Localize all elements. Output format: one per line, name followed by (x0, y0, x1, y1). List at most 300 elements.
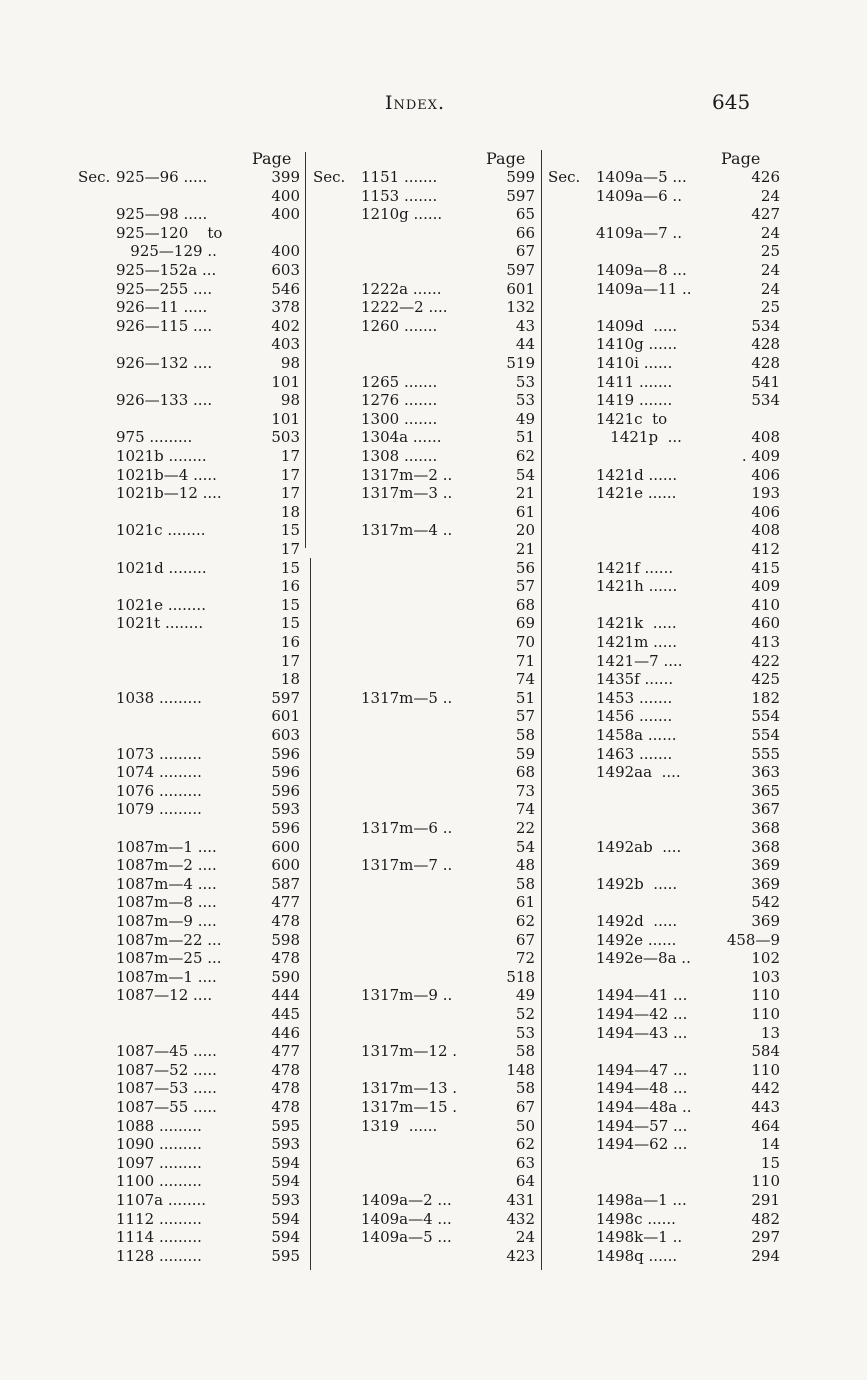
page-reference: 24 (760, 261, 780, 279)
page-reference: 554 (751, 707, 780, 726)
page-reference: 48 (515, 856, 535, 875)
index-row (313, 1210, 535, 1229)
section-number: 1317m—9 .. (361, 986, 453, 1005)
index-row (78, 707, 300, 726)
page-reference: 15 (280, 558, 300, 577)
index-row (548, 205, 780, 224)
index-row (78, 1210, 300, 1229)
page-reference: 110 (751, 1172, 780, 1191)
page-reference: 98 (280, 391, 300, 410)
page-reference: 597 (271, 688, 300, 707)
page-reference: 61 (515, 893, 535, 912)
page-reference: 62 (515, 912, 535, 930)
section-number: 1021c ........ (116, 521, 206, 540)
page-reference: 408 (751, 428, 780, 447)
section-number: 1492d ..... (596, 912, 678, 930)
index-row (548, 224, 780, 243)
page-reference: 596 (271, 819, 300, 837)
page-reference: 443 (751, 1098, 780, 1116)
page-reference: 400 (271, 242, 300, 261)
index-row (78, 1098, 300, 1117)
section-number: 1494—47 ... (596, 1060, 688, 1079)
index-row (548, 1079, 780, 1098)
page-reference: 18 (280, 502, 300, 521)
page-reference: 15 (280, 614, 300, 633)
page-reference: 363 (751, 763, 780, 782)
page-reference: 403 (271, 335, 300, 354)
index-row (313, 540, 535, 559)
section-number: 1079 ......... (116, 800, 202, 819)
page-reference: 68 (515, 763, 535, 782)
index-row (78, 763, 300, 782)
page-reference: 408 (751, 521, 780, 540)
index-row (313, 410, 535, 429)
page-reference: 16 (280, 577, 300, 596)
section-number: 1492e—8a .. (596, 949, 691, 968)
section-number: 1107a ........ (116, 1191, 207, 1209)
page-reference: 595 (271, 1246, 300, 1265)
index-row (548, 912, 780, 931)
index-row (78, 633, 300, 652)
page-reference: 478 (271, 1060, 300, 1079)
page-reference: 61 (515, 502, 535, 521)
index-row (548, 1228, 780, 1247)
index-row (78, 1247, 300, 1266)
page-reference: 193 (751, 484, 780, 503)
index-row (313, 1191, 535, 1210)
index-row (313, 391, 535, 410)
section-number: 925—120 to (116, 223, 223, 242)
section-number: 926—11 ..... (116, 298, 208, 317)
page-reference: 406 (751, 465, 780, 484)
index-row (78, 1191, 300, 1210)
page-reference: 460 (751, 614, 780, 633)
page-column-header-1: Page (252, 149, 292, 168)
page-reference: 18 (280, 670, 300, 689)
index-row (78, 559, 300, 578)
page-reference: 98 (280, 354, 300, 372)
page-reference: 427 (751, 205, 780, 224)
page-reference: 478 (271, 1098, 300, 1116)
index-row (548, 410, 780, 429)
section-number: 1317m—6 .. (361, 819, 453, 837)
page-reference: 595 (271, 1116, 300, 1135)
section-number: 1492e ...... (596, 930, 677, 949)
page-reference: 68 (515, 595, 535, 614)
page-reference: 17 (280, 540, 300, 558)
index-row (78, 577, 300, 596)
page-reference: 534 (751, 316, 780, 335)
index-row (313, 559, 535, 578)
page-reference: 369 (751, 856, 780, 875)
section-number: 1410i ...... (596, 354, 673, 372)
section-number: 1409a—11 .. (596, 279, 692, 298)
page-reference: 597 (506, 186, 535, 205)
page-reference: 62 (515, 447, 535, 465)
index-row (313, 800, 535, 819)
index-row (313, 1042, 535, 1061)
section-number: 1317m—7 .. (361, 856, 453, 875)
page-reference: 399 (271, 168, 300, 186)
section-number: 1304a ...... (361, 428, 442, 447)
page-reference: 400 (271, 186, 300, 205)
page-reference: 593 (271, 1191, 300, 1209)
index-row (548, 391, 780, 410)
index-row (78, 168, 300, 187)
page-reference: 63 (515, 1153, 535, 1172)
page-reference: 73 (515, 781, 535, 800)
section-number: 1038 ......... (116, 688, 202, 707)
index-row (78, 949, 300, 968)
page-reference: 478 (271, 1079, 300, 1098)
page-reference: 15 (760, 1153, 780, 1172)
page-reference: 603 (271, 726, 300, 744)
page-reference: 458—9 (726, 930, 780, 949)
section-number: 926—132 .... (116, 354, 213, 372)
page-reference: 603 (271, 261, 300, 279)
section-number: 1087m—1 .... (116, 837, 217, 856)
index-row (313, 745, 535, 764)
index-row (548, 559, 780, 578)
section-number: 1409a—8 ... (596, 261, 687, 279)
section-number: 1087m—9 .... (116, 912, 217, 930)
page-reference: 482 (751, 1209, 780, 1228)
page-reference: 478 (271, 949, 300, 968)
section-number: 1409a—5 ... (361, 1228, 452, 1247)
index-row (548, 745, 780, 764)
index-row (78, 800, 300, 819)
page-reference: 596 (271, 781, 300, 800)
page-reference: 21 (515, 540, 535, 558)
index-row (78, 242, 300, 261)
index-row (313, 614, 535, 633)
page-column-header-3: Page (721, 149, 761, 168)
index-row (548, 1172, 780, 1191)
page-reference: 464 (751, 1116, 780, 1135)
index-row (78, 1061, 300, 1080)
section-number: 1151 ....... (361, 168, 438, 186)
index-row (313, 838, 535, 857)
index-row (313, 1024, 535, 1043)
page-reference: 519 (506, 354, 535, 372)
page-reference: 22 (515, 819, 535, 837)
page-reference: 50 (515, 1116, 535, 1135)
index-row (78, 354, 300, 373)
page-reference: 25 (760, 298, 780, 317)
page-reference: 413 (751, 633, 780, 651)
section-number: 975 ......... (116, 428, 193, 447)
section-number: 1222—2 .... (361, 298, 448, 317)
section-label: Sec. (313, 168, 346, 186)
index-row (78, 745, 300, 764)
section-number: 1114 ......... (116, 1228, 202, 1247)
index-row (78, 1042, 300, 1061)
section-number: 1410g ...... (596, 335, 678, 354)
section-number: 1409a—4 ... (361, 1209, 452, 1228)
index-row (78, 689, 300, 708)
section-number: 1021d ........ (116, 558, 207, 577)
section-number: 1112 ......... (116, 1209, 202, 1228)
index-row (548, 428, 780, 447)
section-number: 1100 ......... (116, 1172, 202, 1191)
index-row (78, 819, 300, 838)
index-row (313, 521, 535, 540)
page-reference: 182 (751, 688, 780, 707)
index-row (548, 986, 780, 1005)
page-reference: 431 (506, 1191, 535, 1209)
page-reference: 368 (751, 837, 780, 856)
page-reference: 445 (271, 1005, 300, 1023)
page-reference: 297 (751, 1228, 780, 1247)
section-number: 1021b—4 ..... (116, 465, 217, 484)
section-number: 1453 ....... (596, 688, 673, 707)
index-row (548, 354, 780, 373)
index-row (313, 577, 535, 596)
index-row (78, 447, 300, 466)
page-reference: 593 (271, 1135, 300, 1154)
index-row (548, 187, 780, 206)
page-reference: 49 (515, 986, 535, 1005)
page-reference: 62 (515, 1135, 535, 1154)
section-number: 1097 ......... (116, 1153, 202, 1172)
page-reference: 367 (751, 800, 780, 819)
index-row (78, 335, 300, 354)
page-reference: 53 (515, 1023, 535, 1042)
section-number: 1021t ........ (116, 614, 204, 633)
index-row (313, 670, 535, 689)
section-number: 1492aa .... (596, 763, 681, 782)
section-number: 1494—41 ... (596, 986, 688, 1005)
page-title: Index. (385, 92, 446, 114)
section-number: 925—152a ... (116, 261, 217, 279)
section-label: Sec. (548, 168, 581, 186)
section-number: 1421p ... (596, 428, 682, 447)
index-row (78, 1024, 300, 1043)
page-reference: 555 (751, 744, 780, 763)
page-reference: . 409 (741, 447, 780, 465)
section-number: 1421c to (596, 409, 668, 428)
index-row (313, 819, 535, 838)
index-row (78, 484, 300, 503)
column-divider (541, 150, 542, 1270)
page-reference: 478 (271, 912, 300, 930)
section-number: 1317m—15 . (361, 1098, 458, 1116)
index-row (313, 968, 535, 987)
index-row (78, 614, 300, 633)
section-number: 1319 ...... (361, 1116, 438, 1135)
page-reference: 21 (515, 484, 535, 503)
page-reference: 402 (271, 316, 300, 335)
index-row (548, 838, 780, 857)
page-reference: 599 (506, 168, 535, 186)
page-reference: 64 (515, 1172, 535, 1191)
index-row (313, 447, 535, 466)
index-row (78, 280, 300, 299)
index-row (548, 1005, 780, 1024)
index-row (78, 410, 300, 429)
section-number: 1494—48a .. (596, 1098, 692, 1116)
page-reference: 58 (515, 874, 535, 893)
page-reference: 49 (515, 409, 535, 428)
index-row (78, 521, 300, 540)
section-number: 1128 ......... (116, 1246, 202, 1265)
index-row (78, 466, 300, 485)
section-number: 1435f ...... (596, 670, 674, 689)
index-row (313, 261, 535, 280)
index-row (313, 1172, 535, 1191)
index-row (78, 1228, 300, 1247)
index-row (313, 187, 535, 206)
page-reference: 57 (515, 577, 535, 596)
column-divider (305, 152, 306, 548)
index-row (313, 484, 535, 503)
section-number: 1087—45 ..... (116, 1042, 217, 1061)
section-number: 1317m—13 . (361, 1079, 458, 1098)
index-row (548, 652, 780, 671)
index-row (78, 726, 300, 745)
index-row (548, 726, 780, 745)
section-number: 1090 ......... (116, 1135, 202, 1154)
section-number: 925—98 ..... (116, 205, 208, 224)
section-number: 926—115 .... (116, 316, 213, 335)
page-reference: 594 (271, 1228, 300, 1247)
index-row (313, 912, 535, 931)
page-reference: 67 (515, 1098, 535, 1116)
index-row (548, 1042, 780, 1061)
index-row (78, 1079, 300, 1098)
section-number: 1421f ...... (596, 558, 674, 577)
section-number: 1265 ....... (361, 372, 438, 391)
page-reference: 369 (751, 912, 780, 930)
page-reference: 541 (751, 372, 780, 391)
page-reference: 534 (751, 391, 780, 410)
index-row (548, 1210, 780, 1229)
page-reference: 58 (515, 726, 535, 744)
index-row (548, 242, 780, 261)
index-row (313, 652, 535, 671)
index-row (548, 1247, 780, 1266)
section-number: 1494—57 ... (596, 1116, 688, 1135)
section-number: 1260 ....... (361, 316, 438, 335)
section-number: 1317m—5 .. (361, 688, 453, 707)
section-number: 1087m—22 ... (116, 930, 222, 949)
page-reference: 54 (515, 837, 535, 856)
index-row (78, 540, 300, 559)
page-reference: 101 (271, 409, 300, 428)
section-number: 926—133 .... (116, 391, 213, 410)
page-reference: 596 (271, 744, 300, 763)
index-row (548, 466, 780, 485)
index-row (313, 224, 535, 243)
page-reference: 410 (751, 595, 780, 614)
section-number: 1419 ....... (596, 391, 673, 410)
index-row (313, 596, 535, 615)
page-reference: 24 (515, 1228, 535, 1247)
page-reference: 446 (271, 1023, 300, 1042)
section-number: 1421k ..... (596, 614, 677, 633)
page-reference: 594 (271, 1153, 300, 1172)
page-reference: 24 (760, 279, 780, 298)
index-row (78, 224, 300, 243)
page-reference: 13 (760, 1023, 780, 1042)
page-reference: 365 (751, 781, 780, 800)
page-reference: 442 (751, 1079, 780, 1098)
section-number: 1456 ....... (596, 707, 673, 726)
index-row (313, 1135, 535, 1154)
page-reference: 584 (751, 1042, 780, 1061)
section-number: 1421—7 .... (596, 651, 683, 670)
index-row (548, 875, 780, 894)
section-number: 1087—52 ..... (116, 1060, 217, 1079)
index-row (313, 633, 535, 652)
section-number: 925—255 .... (116, 279, 213, 298)
index-row (313, 986, 535, 1005)
index-row (313, 875, 535, 894)
page-reference: 546 (271, 279, 300, 298)
page-reference: 110 (751, 986, 780, 1005)
index-row (548, 763, 780, 782)
index-row (548, 614, 780, 633)
section-number: 925—96 ..... (116, 168, 208, 186)
index-row (313, 1228, 535, 1247)
section-number: 1458a ...... (596, 726, 677, 744)
section-number: 1409d ..... (596, 316, 678, 335)
index-row (313, 782, 535, 801)
page-reference: 69 (515, 614, 535, 633)
index-row (78, 187, 300, 206)
index-row (313, 1079, 535, 1098)
section-number: 1421e ...... (596, 484, 677, 503)
page-reference: 291 (751, 1191, 780, 1209)
section-number: 1087m—8 .... (116, 893, 217, 912)
index-row (548, 1154, 780, 1173)
section-label: Sec. (78, 168, 111, 186)
page-reference: 597 (506, 261, 535, 279)
index-row (78, 596, 300, 615)
page-reference: 24 (760, 186, 780, 205)
index-row (78, 205, 300, 224)
page-reference: 71 (515, 651, 535, 670)
section-number: 1153 ....... (361, 186, 438, 205)
index-row (78, 670, 300, 689)
page-reference: 432 (506, 1209, 535, 1228)
index-row (78, 1005, 300, 1024)
section-number: 1021b—12 .... (116, 484, 222, 503)
index-row (548, 1135, 780, 1154)
index-row (78, 298, 300, 317)
page-reference: 58 (515, 1042, 535, 1061)
page-reference: 444 (271, 986, 300, 1005)
index-row (78, 782, 300, 801)
page-reference: 596 (271, 763, 300, 782)
index-row (548, 856, 780, 875)
index-row (548, 949, 780, 968)
column-divider (310, 558, 311, 1270)
section-number: 1498q ...... (596, 1246, 678, 1265)
index-row (548, 800, 780, 819)
index-row (548, 447, 780, 466)
page-reference: 74 (515, 800, 535, 819)
page-reference: 74 (515, 670, 535, 689)
section-number: 1498c ...... (596, 1209, 676, 1228)
section-number: 1087m—2 .... (116, 856, 217, 875)
page-reference: 423 (506, 1246, 535, 1265)
section-number: 4109a—7 .. (596, 223, 682, 242)
section-number: 1021b ........ (116, 447, 207, 465)
section-number: 1300 ....... (361, 409, 438, 428)
section-number: 1317m—3 .. (361, 484, 453, 503)
index-row (78, 317, 300, 336)
